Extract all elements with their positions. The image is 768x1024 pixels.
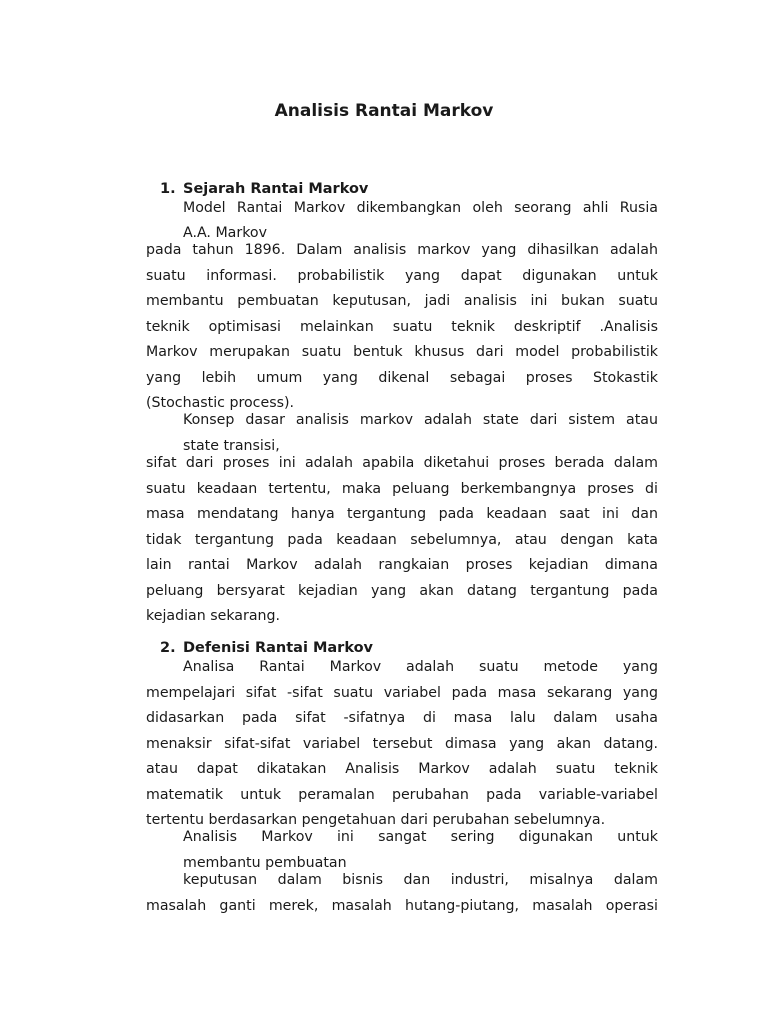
paragraph-line: (Stochastic process). — [146, 395, 295, 411]
section-heading-2 — [160, 640, 373, 656]
section-title: Defenisi Rantai Markov — [183, 640, 373, 656]
paragraph-line: state transisi, — [183, 438, 280, 454]
paragraph-line: suatu informasi. probabilistik yang dapat digunakan untuk — [146, 268, 658, 284]
paragraph-line: Analisa Rantai Markov adalah suatu metode yang — [183, 659, 658, 675]
paragraph-line: atau dapat dikatakan Analisis Markov adalah suatu teknik — [146, 761, 658, 777]
section-number: 1. — [160, 181, 176, 197]
document-title: Analisis Rantai Markov — [274, 101, 494, 121]
section-heading-1 — [160, 181, 368, 197]
paragraph-line: pada tahun 1896. Dalam analisis markov yang dihasilkan adalah — [146, 242, 658, 258]
paragraph-line: A.A. Markov — [183, 225, 267, 241]
paragraph-line: membantu pembuatan — [183, 855, 347, 871]
paragraph-line: suatu keadaan tertentu, maka peluang berkembangnya proses di — [146, 481, 658, 497]
paragraph-line: masa mendatang hanya tergantung pada keadaan saat ini dan — [146, 506, 658, 522]
paragraph-line: mempelajari sifat -sifat suatu variabel pada masa sekarang yang — [146, 685, 658, 701]
paragraph-line: didasarkan pada sifat -sifatnya di masa lalu dalam usaha — [146, 710, 658, 726]
paragraph-line: teknik optimisasi melainkan suatu teknik deskriptif .Analisis — [146, 319, 658, 335]
paragraph-line: matematik untuk peramalan perubahan pada variable-variabel — [146, 787, 658, 803]
paragraph-line: yang lebih umum yang dikenal sebagai proses Stokastik — [146, 370, 658, 386]
paragraph-line: tidak tergantung pada keadaan sebelumnya, atau dengan kata — [146, 532, 658, 548]
paragraph-line: Analisis Markov ini sangat sering digunakan untuk — [183, 829, 658, 845]
paragraph-line: sifat dari proses ini adalah apabila diketahui proses berada dalam — [146, 455, 658, 471]
paragraph-line: Markov merupakan suatu bentuk khusus dari model probabilistik — [146, 344, 658, 360]
paragraph-line: peluang bersyarat kejadian yang akan datang tergantung pada — [146, 583, 658, 599]
paragraph-line: lain rantai Markov adalah rangkaian proses kejadian dimana — [146, 557, 658, 573]
paragraph-line: membantu pembuatan keputusan, jadi analisis ini bukan suatu — [146, 293, 658, 309]
paragraph-line: kejadian sekarang. — [146, 608, 281, 624]
paragraph-line: Konsep dasar analisis markov adalah state dari sistem atau — [183, 412, 658, 428]
paragraph-line: keputusan dalam bisnis dan industri, misalnya dalam — [183, 872, 658, 888]
section-number: 2. — [160, 640, 176, 656]
paragraph-line: masalah ganti merek, masalah hutang-piutang, masalah operasi — [146, 898, 658, 914]
paragraph-line: Model Rantai Markov dikembangkan oleh seorang ahli Rusia — [183, 200, 658, 216]
paragraph-line: menaksir sifat-sifat variabel tersebut dimasa yang akan datang. — [146, 736, 658, 752]
paragraph-line: tertentu berdasarkan pengetahuan dari perubahan sebelumnya. — [146, 812, 606, 828]
section-title: Sejarah Rantai Markov — [183, 181, 369, 197]
